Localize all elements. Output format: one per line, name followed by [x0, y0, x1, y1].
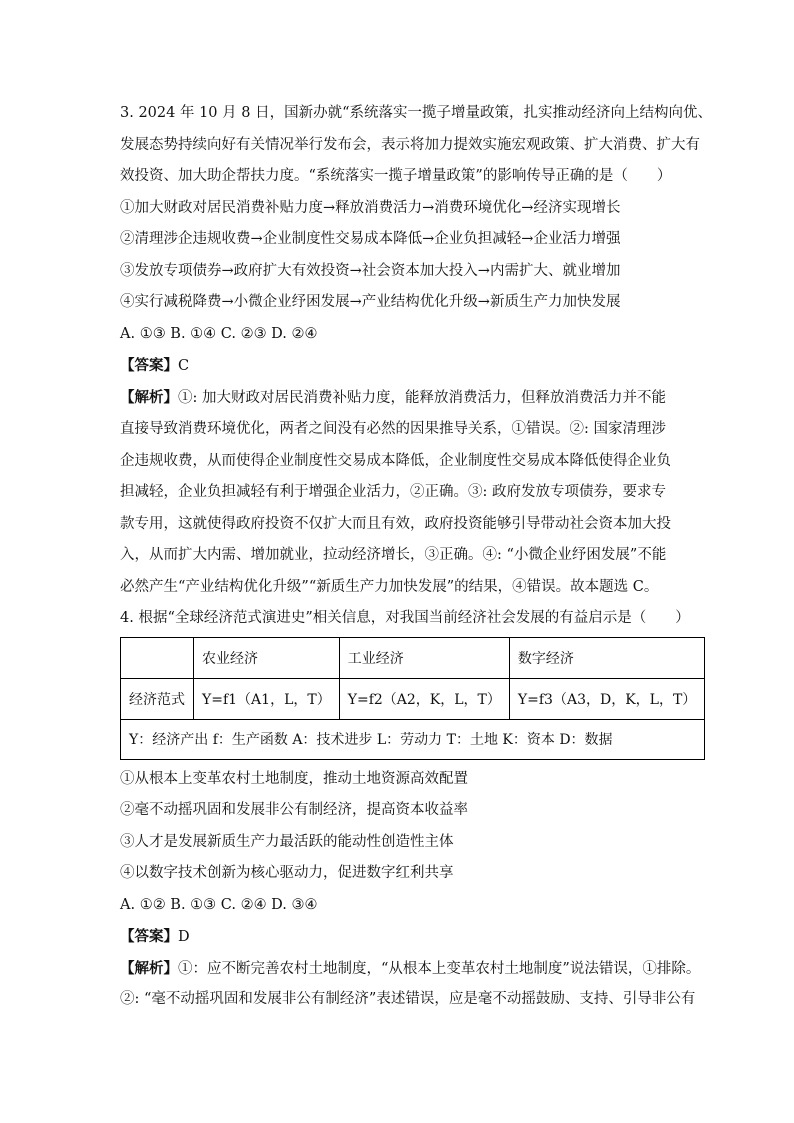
table-header-cell — [121, 637, 194, 678]
q3-answer — [120, 350, 680, 382]
economic-paradigm-table — [120, 637, 705, 760]
table-row-label: 经济范式 — [121, 678, 194, 719]
table-header-cell: 工业经济 — [339, 637, 509, 678]
question-4 — [120, 603, 701, 1016]
q4-option-1: ①从根本上变革农村土地制度，推动土地资源高效配置 — [120, 770, 468, 787]
analysis-tag: 【解析】 — [120, 959, 178, 977]
table-header-cell: 数字经济 — [509, 637, 704, 678]
q4-option-2: ②毫不动摇巩固和发展非公有制经济，提高资本收益率 — [120, 802, 468, 818]
analysis-text: ①: 加大财政对居民消费补贴力度，能释放消费活力，但释放消费活力并不能直接导致消费环境优化，两者之间没有必然的因果推导关系，①错误。②: 国家清理涉企违规收费，从而使得企业制度性交易成本降低，企业制度性交易成本降低使得企业负担减轻，企业负担减轻有利于增强企业活力，②正确。③: 政府发放专项债券，要求专款专用，这就使得政府投资不仅扩大而且有效，政府投资能够引导带动社会资本加大投入，从而扩大内需、增加就业，拉动经济增长，③正确。④: “小微企业纾困发展”不能必然产生“产业结构优化升级”“新质生产力加快发展”的结果，④错误。故本题选 C。 — [120, 389, 671, 595]
table-row — [121, 678, 705, 719]
q3-stem-line-3: 效投资、加大助企帮扶力度。“系统落实一揽子增量政策”的影响传导正确的是（ ） — [120, 168, 672, 184]
table-cell: Y=f1（A1，L，T） — [194, 678, 340, 719]
answer-tag: 【答案】 — [120, 357, 178, 374]
q4-option-4: ④以数字技术创新为核心驱动力，促进数字红利共享 — [120, 865, 454, 881]
table-header-row — [121, 637, 705, 678]
q3-stem-line-1: 3. 2024 年 10 月 8 日，国新办就“系统落实一揽子增量政策，扎实推动经济向上结构向优、 — [120, 105, 712, 121]
question-3 — [120, 98, 712, 603]
q3-option-4: ④实行减税降费→小微企业纾困发展→产业结构优化升级→新质生产力加快发展 — [120, 294, 621, 310]
q3-option-1: ①加大财政对居民消费补贴力度→释放消费活力→消费环境优化→经济实现增长 — [120, 199, 621, 216]
answer-tag: 【答案】 — [120, 928, 178, 945]
table-legend: Y：经济产出 f：生产函数 A：技术进步 L：劳动力 T：土地 K：资本 D：数据 — [121, 719, 705, 759]
table-cell: Y=f3（A3，D，K，L，T） — [509, 678, 704, 719]
q4-option-3: ③人才是发展新质生产力最活跃的能动性创造性主体 — [120, 833, 454, 850]
q4-analysis-line-2: ②: “毫不动摇巩固和发展非公有制经济”表述错误，应是毫不动摇鼓励、支持、引导非公有 — [120, 991, 696, 1007]
analysis-tag: 【解析】 — [120, 388, 178, 406]
answer-value: D — [178, 929, 190, 945]
table-legend-row — [121, 719, 705, 759]
q3-analysis — [120, 382, 680, 604]
q4-answer — [120, 921, 680, 953]
analysis-text: ①：应不断完善农村土地制度，“从根本上变革农村土地制度”说法错误，①排除。 — [178, 960, 701, 977]
answer-value: C — [178, 358, 190, 374]
q3-stem-line-2: 发展态势持续向好有关情况举行发布会，表示将加力提效实施宏观政策、扩大消费、扩大有 — [120, 136, 700, 153]
table-header-cell: 农业经济 — [194, 637, 340, 678]
q4-analysis-line-1 — [120, 953, 701, 985]
table-cell: Y=f2（A2，K，L，T） — [339, 678, 509, 719]
q3-option-2: ②清理涉企违规收费→企业制度性交易成本降低→企业负担减轻→企业活力增强 — [120, 231, 621, 247]
q4-stem: 4. 根据“全球经济范式演进史”相关信息，对我国当前经济社会发展的有益启示是（ ） — [120, 610, 690, 626]
document-page — [120, 98, 712, 1016]
q3-option-3: ③发放专项债券→政府扩大有效投资→社会资本加大投入→内需扩大、就业增加 — [120, 262, 621, 279]
q4-choices: A. ①② B. ①③ C. ②④ D. ③④ — [120, 896, 318, 913]
q3-choices: A. ①③ B. ①④ C. ②③ D. ②④ — [120, 325, 318, 342]
